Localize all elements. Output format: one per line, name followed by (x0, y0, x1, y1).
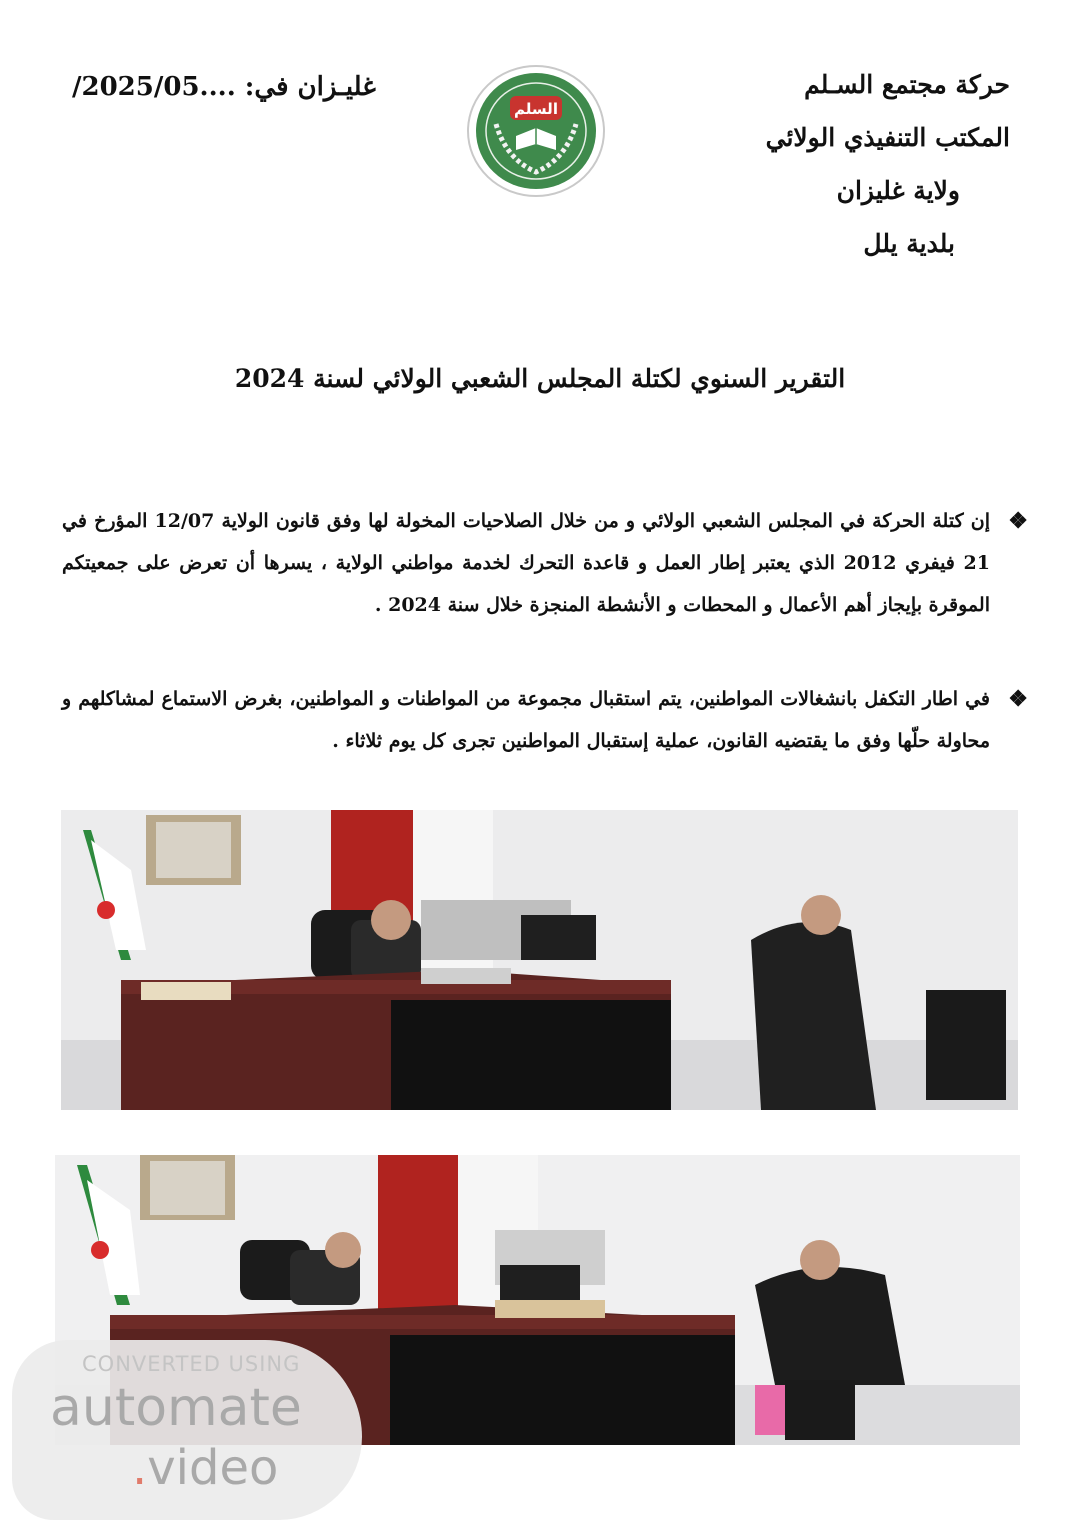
photo-reception-1 (61, 810, 1018, 1110)
watermark-brand: automate (50, 1378, 302, 1438)
party-logo (466, 64, 606, 199)
watermark-domain (132, 1440, 278, 1496)
org-office: المكتب التنفيذي الولائي (765, 123, 1010, 152)
date-line: غليـزان في: ....2025/05/ (72, 72, 376, 102)
watermark-dot: . (132, 1440, 148, 1496)
paragraph-1-text: إن كتلة الحركة في المجلس الشعبي الولائي و من خلال الصلاحيات المخولة لها وفق قانون الولاية 12/07 المؤرخ في 21 فيفري 2012 الذي يعتبر إطار العمل و قاعدة التحرك لخدمة مواطني الولاية ، يسرها أن تعرض على جمعيتكم الموقرة بإيجاز أهم الأعمال و المحطات و الأنشطة المنجزة خلال سنة 2024 . (62, 510, 990, 616)
watermark-caption: CONVERTED USING (82, 1352, 301, 1376)
paragraph-2-text: في اطار التكفل بانشغالات المواطنين، يتم استقبال مجموعة من المواطنات و المواطنين، بغرض الاستماع لمشاكلهم و محاولة حلّها وفق ما يقتضيه القانون، عملية إستقبال المواطنين تجرى كل يوم ثلاثاء . (62, 688, 990, 752)
bullet-icon: ❖ (1008, 686, 1028, 712)
org-province: ولاية غليزان (836, 176, 960, 205)
converter-watermark (12, 1340, 362, 1520)
paragraph-2 (62, 678, 1028, 762)
paragraph-1 (62, 500, 1028, 626)
watermark-domain-text: video (147, 1440, 279, 1496)
organization-header (690, 70, 1010, 282)
org-municipality: بلدية يلل (863, 229, 955, 258)
report-title: التقرير السنوي لكتلة المجلس الشعبي الولائي لسنة 2024 (234, 364, 846, 393)
bullet-icon: ❖ (1008, 508, 1028, 534)
org-name: حركة مجتمع السـلم (804, 70, 1010, 99)
svg-text:السلم: السلم (514, 100, 558, 118)
